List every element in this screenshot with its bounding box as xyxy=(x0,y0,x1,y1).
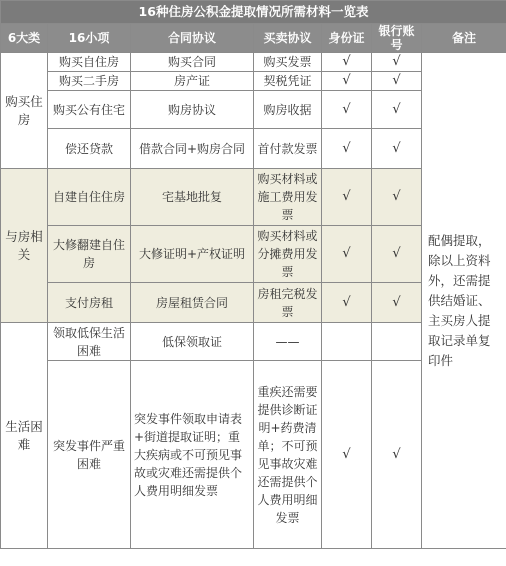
bank-account-check: √ xyxy=(372,91,422,129)
bank-account-check: √ xyxy=(372,53,422,72)
sale-cell: 契税凭证 xyxy=(254,72,322,91)
item-cell: 购买公有住宅 xyxy=(48,91,131,129)
sale-cell: —— xyxy=(254,323,322,361)
sale-cell: 首付款发票 xyxy=(254,129,322,169)
id-card-check: √ xyxy=(322,91,372,129)
table-row xyxy=(1,53,506,72)
id-card-check: √ xyxy=(322,283,372,323)
sale-cell: 购房收据 xyxy=(254,91,322,129)
id-card-check: √ xyxy=(322,226,372,283)
contract-cell: 低保领取证 xyxy=(131,323,254,361)
header-remarks: 备注 xyxy=(422,24,506,53)
header-category: 6大类 xyxy=(1,24,48,53)
item-cell: 偿还贷款 xyxy=(48,129,131,169)
item-cell: 大修翻建自住房 xyxy=(48,226,131,283)
remarks-note: 配偶提取，除以上资料外，还需提供结婚证、主买房人提取记录单复印件 xyxy=(422,53,506,549)
contract-cell: 购房协议 xyxy=(131,91,254,129)
bank-account-check: √ xyxy=(372,361,422,549)
bank-account-check: √ xyxy=(372,283,422,323)
header-bank-account: 银行账号 xyxy=(372,24,422,53)
table-title: 16种住房公积金提取情况所需材料一览表 xyxy=(1,1,506,24)
bank-account-check: √ xyxy=(372,129,422,169)
header-id-card: 身份证 xyxy=(322,24,372,53)
item-cell: 突发事件严重困难 xyxy=(48,361,131,549)
category-cell: 与房相关 xyxy=(1,169,48,323)
sale-cell: 购买材料或施工费用发票 xyxy=(254,169,322,226)
contract-cell: 借款合同+购房合同 xyxy=(131,129,254,169)
contract-cell: 大修证明+产权证明 xyxy=(131,226,254,283)
item-cell: 领取低保生活困难 xyxy=(48,323,131,361)
id-card-check: √ xyxy=(322,53,372,72)
id-card-check: √ xyxy=(322,72,372,91)
contract-cell: 宅基地批复 xyxy=(131,169,254,226)
bank-account-check: √ xyxy=(372,226,422,283)
category-cell: 购买住房 xyxy=(1,53,48,169)
sale-cell: 购买材料或分摊费用发票 xyxy=(254,226,322,283)
header-contract: 合同协议 xyxy=(131,24,254,53)
bank-account-check: √ xyxy=(372,72,422,91)
item-cell: 购买二手房 xyxy=(48,72,131,91)
bank-account-check: √ xyxy=(372,169,422,226)
sale-cell: 重疾还需要提供诊断证明+药费清单；不可预见事故灾难还需提供个人费用明细发票 xyxy=(254,361,322,549)
sale-cell: 房租完税发票 xyxy=(254,283,322,323)
header-sale-agreement: 买卖协议 xyxy=(254,24,322,53)
sale-cell: 购买发票 xyxy=(254,53,322,72)
bank-account-check xyxy=(372,323,422,361)
id-card-check: √ xyxy=(322,129,372,169)
contract-cell: 突发事件领取申请表+街道提取证明；重大疾病或不可预见事故或灾难还需提供个人费用明细发票 xyxy=(131,361,254,549)
id-card-check xyxy=(322,323,372,361)
contract-cell: 房屋租赁合同 xyxy=(131,283,254,323)
item-cell: 自建自住住房 xyxy=(48,169,131,226)
header-item: 16小项 xyxy=(48,24,131,53)
category-cell: 生活困难 xyxy=(1,323,48,549)
contract-cell: 购买合同 xyxy=(131,53,254,72)
id-card-check: √ xyxy=(322,361,372,549)
item-cell: 支付房租 xyxy=(48,283,131,323)
contract-cell: 房产证 xyxy=(131,72,254,91)
id-card-check: √ xyxy=(322,169,372,226)
item-cell: 购买自住房 xyxy=(48,53,131,72)
